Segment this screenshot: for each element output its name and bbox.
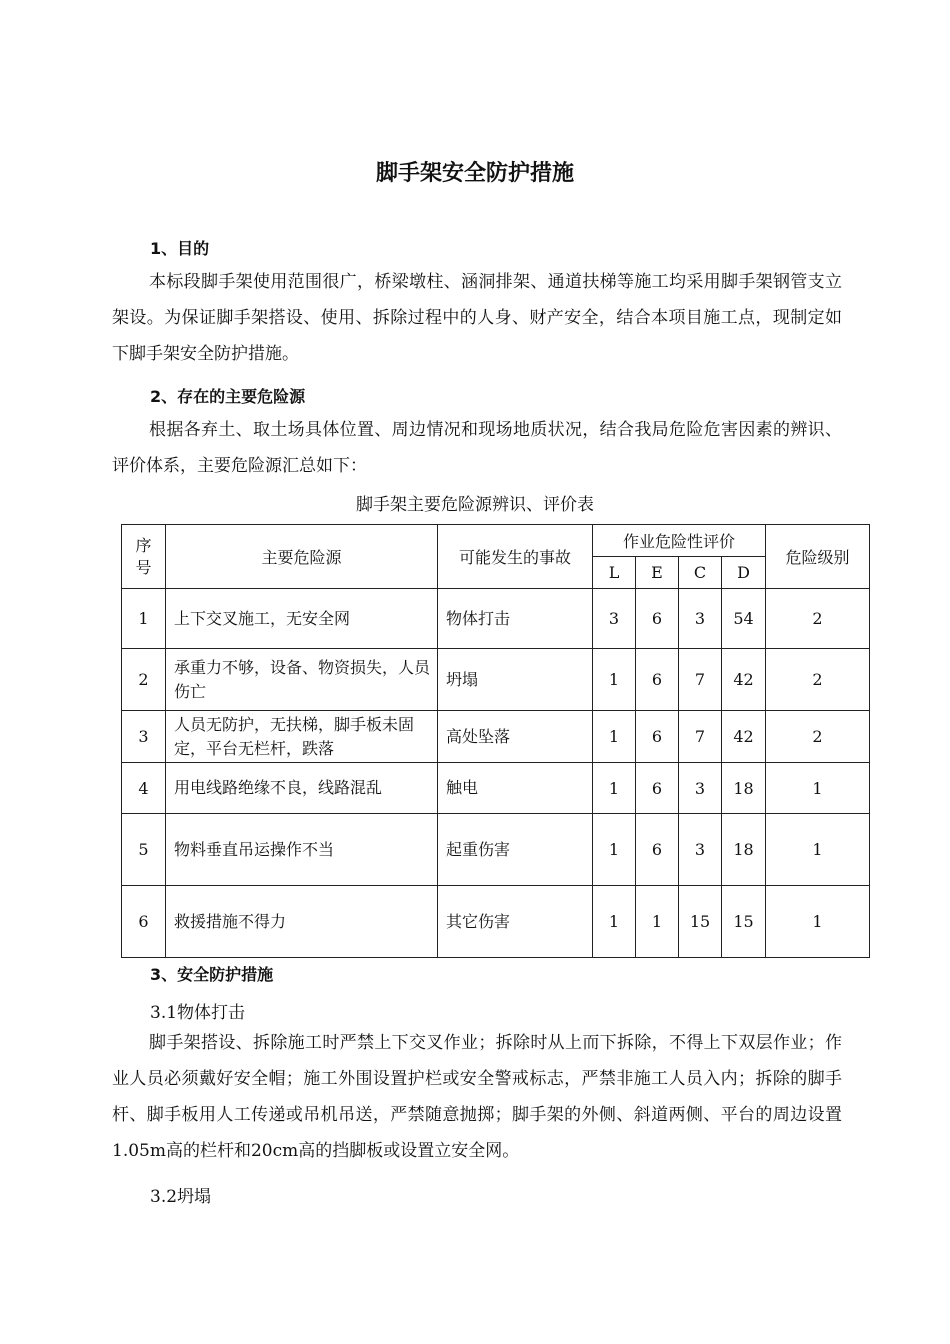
cell-C: 15 [679,886,722,958]
cell-L: 1 [593,649,636,711]
cell-accident: 触电 [438,763,593,814]
table-row [122,589,870,649]
cell-level: 1 [766,763,870,814]
cell-index: 2 [122,649,166,711]
header-index: 序号 [122,525,166,589]
cell-hazard: 救援措施不得力 [166,886,438,958]
section-3-heading: 3、安全防护措施 [150,965,274,984]
table-caption: 脚手架主要危险源辨识、评价表 [356,495,594,515]
cell-accident: 起重伤害 [438,814,593,886]
table-row [122,649,870,711]
cell-level: 1 [766,814,870,886]
cell-accident: 物体打击 [438,589,593,649]
cell-accident: 其它伤害 [438,886,593,958]
cell-index: 1 [122,589,166,649]
cell-E: 6 [636,763,679,814]
section-2-paragraph: 根据各弃土、取土场具体位置、周边情况和现场地质状况，结合我局危险危害因素的辨识、评价体系，主要危险源汇总如下： [112,420,842,476]
cell-level: 2 [766,589,870,649]
header-L: L [593,557,636,589]
cell-accident: 高处坠落 [438,711,593,763]
cell-E: 1 [636,886,679,958]
cell-accident: 坍塌 [438,649,593,711]
cell-D: 18 [722,763,766,814]
cell-index: 3 [122,711,166,763]
table-row [122,763,870,814]
cell-D: 15 [722,886,766,958]
header-evaluation: 作业危险性评价 [593,525,766,557]
cell-L: 1 [593,763,636,814]
header-level: 危险级别 [766,525,870,589]
cell-L: 1 [593,711,636,763]
cell-L: 3 [593,589,636,649]
cell-D: 42 [722,649,766,711]
header-C: C [679,557,722,589]
page-title: 脚手架安全防护措施 [375,161,574,186]
section-3-1-paragraph: 脚手架搭设、拆除施工时严禁上下交叉作业；拆除时从上而下拆除，不得上下双层作业；作业人员必须戴好安全帽；施工外围设置护栏或安全警戒标志，严禁非施工人员入内；拆除的脚手杆、脚手板用人工传递或吊机吊送，严禁随意抛掷；脚手架的外侧、斜道两侧、平台的周边设置1.05m高的栏杆和20cm高的挡脚板或设置立安全网。 [112,1033,842,1161]
cell-C: 3 [679,814,722,886]
cell-E: 6 [636,589,679,649]
cell-hazard: 用电线路绝缘不良，线路混乱 [166,763,438,814]
section-3-1-heading: 3.1物体打击 [150,1003,246,1023]
cell-E: 6 [636,814,679,886]
header-D: D [722,557,766,589]
section-3-2-heading: 3.2坍塌 [150,1187,212,1207]
table-row [122,814,870,886]
header-hazard: 主要危险源 [166,525,438,589]
header-E: E [636,557,679,589]
cell-level: 2 [766,711,870,763]
cell-L: 1 [593,814,636,886]
cell-hazard: 物料垂直吊运操作不当 [166,814,438,886]
header-accident: 可能发生的事故 [438,525,593,589]
cell-C: 3 [679,589,722,649]
cell-C: 7 [679,649,722,711]
cell-index: 6 [122,886,166,958]
section-1-paragraph: 本标段脚手架使用范围很广，桥梁墩柱、涵洞排架、通道扶梯等施工均采用脚手架钢管支立架设。为保证脚手架搭设、使用、拆除过程中的人身、财产安全，结合本项目施工点，现制定如下脚手架安全防护措施。 [112,272,842,364]
cell-D: 54 [722,589,766,649]
cell-hazard: 承重力不够，设备、物资损失，人员伤亡 [166,649,438,711]
cell-hazard: 上下交叉施工，无安全网 [166,589,438,649]
hazard-table [121,524,870,958]
cell-level: 2 [766,649,870,711]
section-1-heading: 1、目的 [150,239,210,258]
cell-hazard: 人员无防护，无扶梯，脚手板未固定，平台无栏杆，跌落 [166,711,438,763]
section-2-heading: 2、存在的主要危险源 [150,387,306,406]
cell-D: 42 [722,711,766,763]
cell-level: 1 [766,886,870,958]
cell-L: 1 [593,886,636,958]
cell-index: 4 [122,763,166,814]
table-row [122,711,870,763]
cell-index: 5 [122,814,166,886]
table-row [122,886,870,958]
cell-C: 7 [679,711,722,763]
cell-E: 6 [636,649,679,711]
cell-E: 6 [636,711,679,763]
cell-D: 18 [722,814,766,886]
cell-C: 3 [679,763,722,814]
